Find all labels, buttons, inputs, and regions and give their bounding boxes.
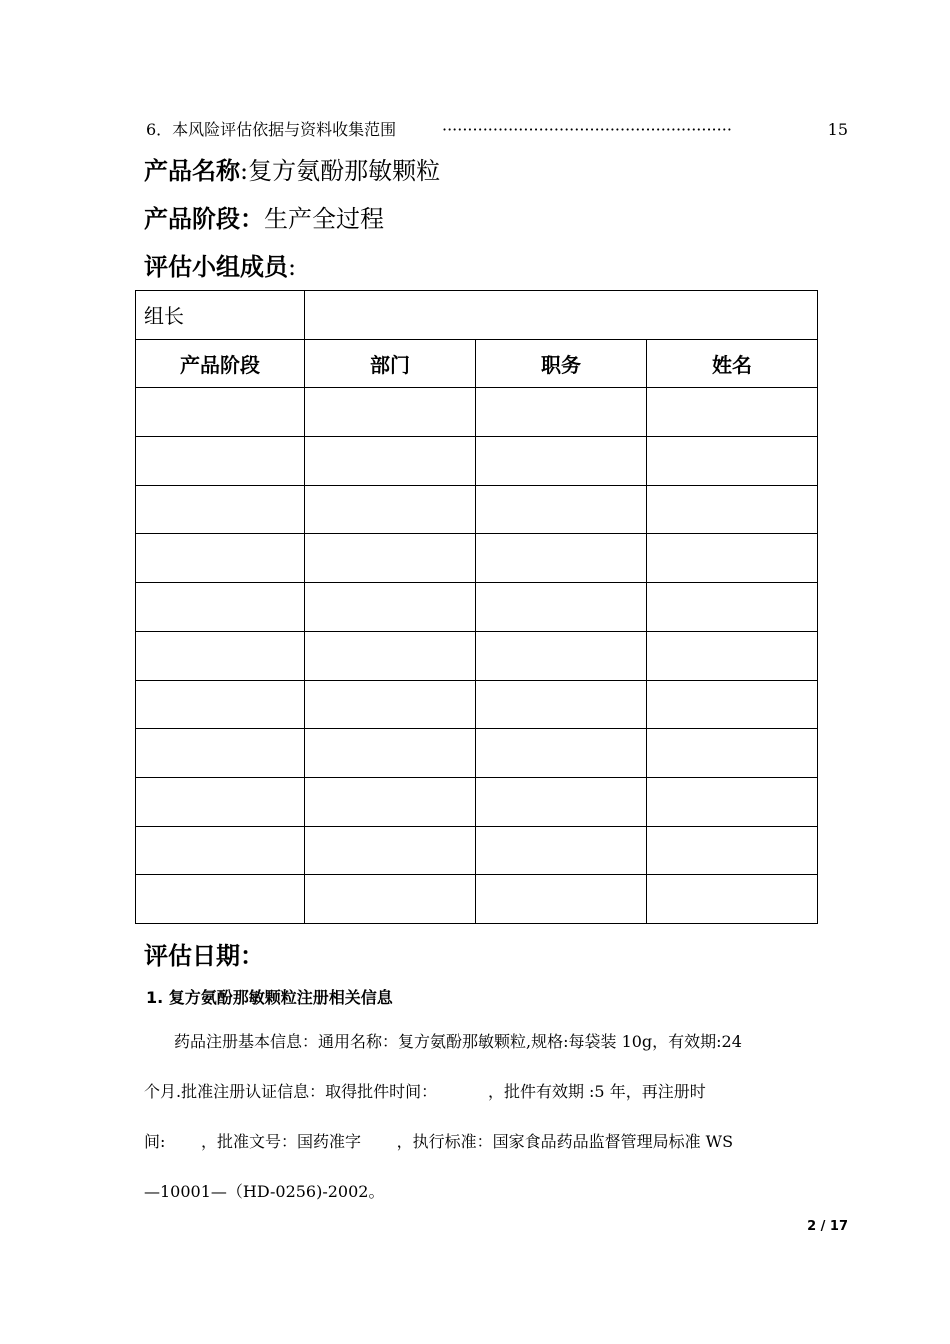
product-name-label: 产品名称 (144, 157, 240, 185)
table-cell (136, 826, 305, 875)
page-number: 2 / 17 (807, 1219, 848, 1234)
table-row (136, 826, 818, 875)
eval-date-line (144, 939, 264, 973)
table-row (136, 777, 818, 826)
section1-line-1: 药品注册基本信息：通用名称：复方氨酚那敏颗粒,规格:每袋装 10g，有效期:24 (174, 1032, 742, 1051)
section1-line-4: —10001—（HD-0256)-2002。 (144, 1182, 385, 1201)
product-stage-line (144, 202, 384, 236)
toc-entry (146, 118, 848, 142)
table-cell (647, 729, 818, 778)
table-cell (476, 631, 647, 680)
table-cell (647, 826, 818, 875)
leader-label-cell: 组长 (136, 291, 305, 340)
table-row (136, 534, 818, 583)
table-row (136, 485, 818, 534)
table-cell (476, 680, 647, 729)
product-name-line (144, 154, 440, 188)
table-cell (647, 583, 818, 632)
table-row (136, 388, 818, 437)
table-cell (136, 777, 305, 826)
table-row (136, 631, 818, 680)
header-name: 姓名 (647, 339, 818, 388)
leader-row (136, 291, 818, 340)
table-cell (305, 583, 476, 632)
table-cell (136, 680, 305, 729)
table-cell (305, 534, 476, 583)
toc-entry-text: 6．本风险评估依据与资料收集范围 (146, 120, 397, 139)
eval-date-label: 评估日期： (144, 942, 264, 970)
toc-page-number: 15 (827, 120, 848, 139)
table-cell (647, 485, 818, 534)
leader-value-cell (305, 291, 818, 340)
product-name-sep: : (240, 157, 249, 185)
table-cell (305, 729, 476, 778)
table-row (136, 680, 818, 729)
table-cell (647, 437, 818, 486)
table-cell (476, 875, 647, 924)
table-cell (647, 680, 818, 729)
table-cell (136, 485, 305, 534)
table-cell (305, 437, 476, 486)
table-cell (136, 631, 305, 680)
table-row (136, 583, 818, 632)
header-department: 部门 (305, 339, 476, 388)
table-row (136, 729, 818, 778)
product-stage-value: 生产全过程 (264, 205, 384, 233)
table-cell (647, 777, 818, 826)
table-cell (305, 777, 476, 826)
table-cell (476, 777, 647, 826)
team-members-line (144, 250, 296, 284)
table-cell (476, 826, 647, 875)
header-position: 职务 (476, 339, 647, 388)
header-row (136, 339, 818, 388)
table-cell (476, 534, 647, 583)
table-cell (305, 680, 476, 729)
team-members-label: 评估小组成员 (144, 253, 288, 281)
table-cell (136, 388, 305, 437)
table-cell (647, 875, 818, 924)
table-cell (476, 729, 647, 778)
table-cell (136, 583, 305, 632)
table-cell (136, 729, 305, 778)
table-cell (305, 388, 476, 437)
table-cell (476, 388, 647, 437)
table-row (136, 875, 818, 924)
table-cell (136, 534, 305, 583)
table-cell (136, 875, 305, 924)
table-cell (476, 437, 647, 486)
section1-line-3: 间: ，批准文号：国药准字 ，执行标准：国家食品药品监督管理局标准 WS (144, 1132, 734, 1151)
table-cell (305, 826, 476, 875)
table-cell (136, 437, 305, 486)
table-cell (305, 485, 476, 534)
table-cell (647, 631, 818, 680)
section1-line-2: 个月.批准注册认证信息：取得批件时间： ，批件有效期 :5 年，再注册时 (144, 1082, 706, 1101)
table-cell (476, 583, 647, 632)
toc-leader-dots: ························································· (442, 120, 732, 139)
team-table (135, 290, 818, 924)
product-stage-label: 产品阶段： (144, 205, 264, 233)
table-cell (305, 875, 476, 924)
section1-title: 1. 复方氨酚那敏颗粒注册相关信息 (146, 988, 393, 1007)
team-members-sep: : (288, 253, 297, 281)
table-cell (476, 485, 647, 534)
table-cell (647, 534, 818, 583)
table-cell (305, 631, 476, 680)
table-row (136, 437, 818, 486)
header-stage: 产品阶段 (136, 339, 305, 388)
table-cell (647, 388, 818, 437)
product-name-value: 复方氨酚那敏颗粒 (248, 157, 441, 185)
